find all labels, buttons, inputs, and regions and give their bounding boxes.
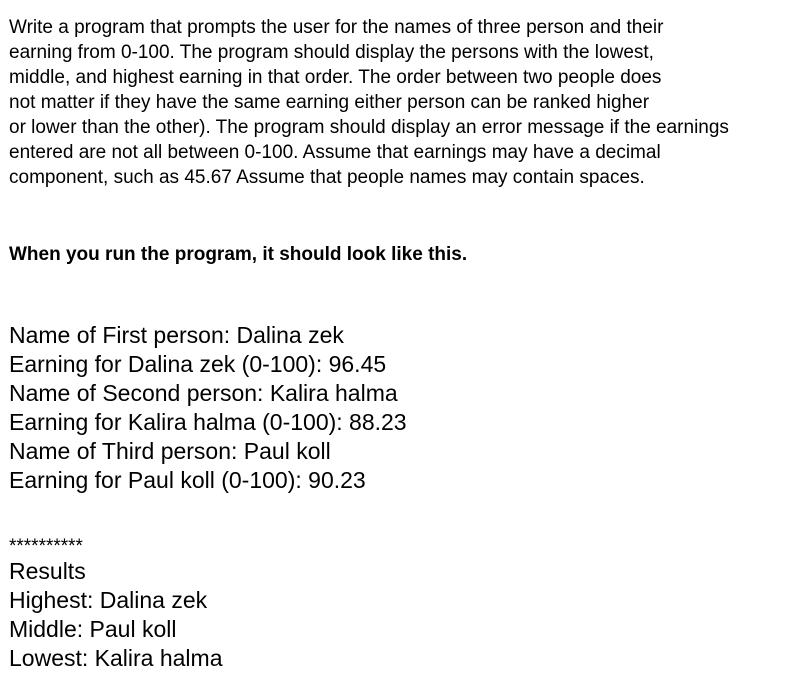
problem-line: middle, and highest earning in that order. The order between two people does <box>9 67 662 88</box>
problem-line: component, such as 45.67 Assume that people names may contain spaces. <box>9 167 645 188</box>
problem-line: Write a program that prompts the user for the names of three person and their <box>9 17 664 38</box>
sample-input-line: Name of Third person: Paul koll <box>9 438 331 464</box>
run-heading: When you run the program, it should look like this. <box>9 244 468 265</box>
sample-input-line: Earning for Dalina zek (0-100): 96.45 <box>9 351 387 377</box>
sample-input-line: Earning for Paul koll (0-100): 90.23 <box>9 467 366 493</box>
sample-input-line: Name of Second person: Kalira halma <box>9 380 398 406</box>
problem-line: earning from 0-100. The program should display the persons with the lowest, <box>9 42 654 63</box>
sample-input-line: Name of First person: Dalina zek <box>9 322 344 348</box>
result-line: Highest: Dalina zek <box>9 587 208 613</box>
result-line: Middle: Paul koll <box>9 616 177 642</box>
results-block <box>9 557 784 673</box>
document-page <box>9 15 784 673</box>
spacer <box>9 267 784 321</box>
problem-statement <box>9 15 784 190</box>
result-line: Lowest: Kalira halma <box>9 645 223 671</box>
sample-input-block <box>9 321 784 495</box>
spacer <box>9 495 784 537</box>
sample-input-line: Earning for Kalira halma (0-100): 88.23 <box>9 409 407 435</box>
problem-line: not matter if they have the same earning either person can be ranked higher <box>9 92 650 113</box>
results-title: Results <box>9 558 86 584</box>
spacer <box>9 190 784 242</box>
problem-line: or lower than the other). The program should display an error message if the earnings <box>9 117 729 138</box>
separator-line: ********** <box>9 536 83 557</box>
problem-line: entered are not all between 0-100. Assume that earnings may have a decimal <box>9 142 661 163</box>
